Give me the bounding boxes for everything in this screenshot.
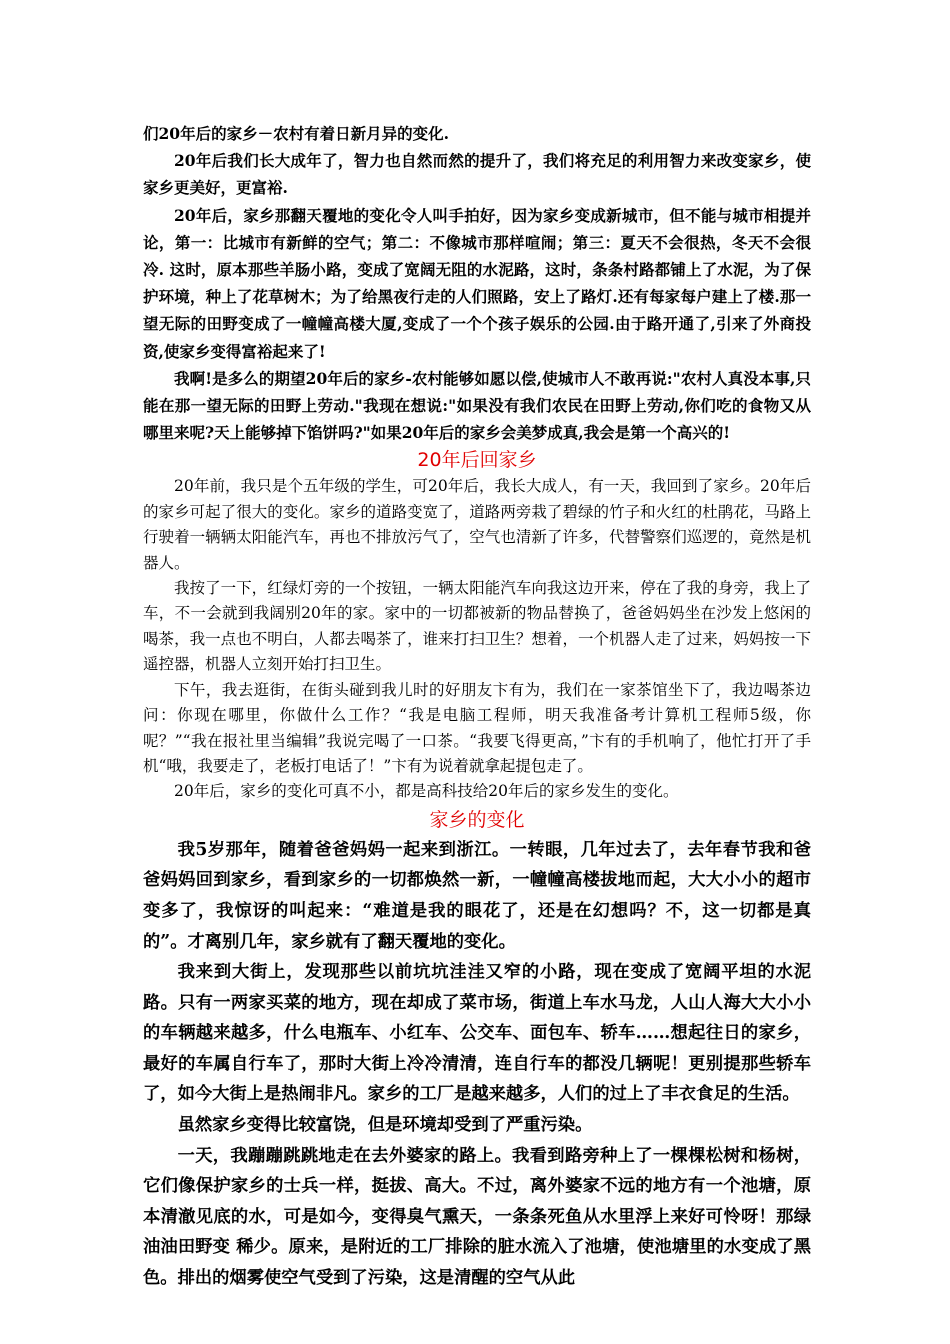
essay-2-title: 20年后回家乡 <box>417 449 537 472</box>
essay-1-paragraph-1: 们20年后的家乡－农村有着日新月异的变化. <box>143 124 449 143</box>
essay-2-paragraph-2: 我按了一下，红绿灯旁的一个按钮，一辆太阳能汽车向我这边开来，停在了我的身旁，我上了车，不一会就到我阔别20年的家。家中的一切都被新的物品替换了，爸爸妈妈坐在沙发上悠闲的喝茶，我一点也不明白，人都去喝茶了，谁来打扫卫生？想着，一个机器人走了过来，妈妈按一下遥控器，机器人立刻开始打扫卫生。 <box>143 579 811 674</box>
document-page <box>143 120 811 1294</box>
essay-1-paragraph-4: 我啊!是多么的期望20年后的家乡-农村能够如愿以偿,使城市人不敢再说:"农村人真没本事,只能在那一望无际的田野上劳动."我现在想说:"如果没有我们农民在田野上劳动,你们吃的食物又从哪里来呢?天上能够掉下馅饼吗?"如果20年后的家乡会美梦成真,我会是第一个高兴的! <box>143 368 811 443</box>
essay-3-paragraph-1: 我5岁那年，随着爸爸妈妈一起来到浙江。一转眼，几年过去了，去年春节我和爸爸妈妈回到家乡，看到家乡的一切都焕然一新，一幢幢高楼拔地而起，大大小小的超市变多了，我惊讶的叫起来：“难道是我的眼花了，还是在幻想吗？不，这一切都是真的”。才离别几年，家乡就有了翻天覆地的变化。 <box>143 839 811 952</box>
essay-1-paragraph-2: 20年后我们长大成年了，智力也自然而然的提升了，我们将充足的利用智力来改变家乡，使家乡更美好，更富裕. <box>143 151 811 198</box>
essay-1 <box>143 120 811 446</box>
essay-2-paragraph-1: 20年前，我只是个五年级的学生，可20年后，我长大成人，有一天，我回到了家乡。20年后的家乡可起了很大的变化。家乡的道路变宽了，道路两旁栽了碧绿的竹子和火红的杜鹃花，马路上行驶着一辆辆太阳能汽车，再也不排放污气了，空气也清新了许多，代替警察们巡逻的，竟然是机器人。 <box>143 477 811 572</box>
essay-3 <box>143 805 811 1294</box>
essay-3-paragraph-3: 虽然家乡变得比较富饶，但是环境却受到了严重污染。 <box>177 1115 593 1136</box>
essay-2-paragraph-4: 20年后，家乡的变化可真不小，都是高科技给20年后的家乡发生的变化。 <box>174 782 679 801</box>
essay-3-paragraph-4: 一天，我蹦蹦跳跳地走在去外婆家的路上。我看到路旁种上了一棵棵松树和杨树，它们像保护家乡的士兵一样，挺拔、高大。不过，离外婆家不远的地方有一个池塘，原本清澈见底的水，可是如今，变得臭气熏天，一条条死鱼从水里浮上来好可怜呀！那绿油油田野变 稀少。原来，是附近的工厂排除的脏水流入了池塘，使池塘里的水变成了黑色。排出的烟雾使空气受到了污染，这是清醒的空气从此 <box>143 1145 811 1289</box>
essay-3-paragraph-2: 我来到大街上，发现那些以前坑坑洼洼又窄的小路，现在变成了宽阔平坦的水泥路。只有一两家买菜的地方，现在却成了菜市场，街道上车水马龙，人山人海大大小小的车辆越来越多，什么电瓶车、小红车、公交车、面包车、轿车……想起往日的家乡，最好的车属自行车了，那时大街上冷冷清清，连自行车的都没几辆呢！更别提那些轿车了，如今大街上是热闹非凡。家乡的工厂是越来越多，人们的过上了丰衣食足的生活。 <box>143 962 811 1105</box>
essay-2 <box>143 446 811 804</box>
essay-1-paragraph-3: 20年后，家乡那翻天覆地的变化令人叫手拍好，因为家乡变成新城市，但不能与城市相提并论，第一：比城市有新鲜的空气；第二：不像城市那样喧闹；第三：夏天不会很热，冬天不会很冷. 这时，原本那些羊肠小路，变成了宽阔无阻的水泥路，这时，条条村路都铺上了水泥，为了保护环境，种上了花草树木；为了给黑夜行走的人们照路，安上了路灯.还有每家每户建上了楼.那一望无际的田野变成了一幢幢高楼大厦,变成了一个个孩子娱乐的公园.由于路开通了,引来了外商投资,使家乡变得富裕起来了! <box>143 205 811 361</box>
essay-2-paragraph-3: 下午，我去逛街，在街头碰到我儿时的好朋友卞有为，我们在一家茶馆坐下了，我边喝茶边问：你现在哪里，你做什么工作？“我是电脑工程师，明天我准备考计算机工程师5级，你呢？”“我在报社里当编辑”我说完喝了一口茶。“我要飞得更高，”卞有的手机响了，他忙打开了手机“哦，我要走了，老板打电话了！”卞有为说着就拿起提包走了。 <box>143 680 811 775</box>
essay-3-title: 家乡的变化 <box>429 808 525 831</box>
